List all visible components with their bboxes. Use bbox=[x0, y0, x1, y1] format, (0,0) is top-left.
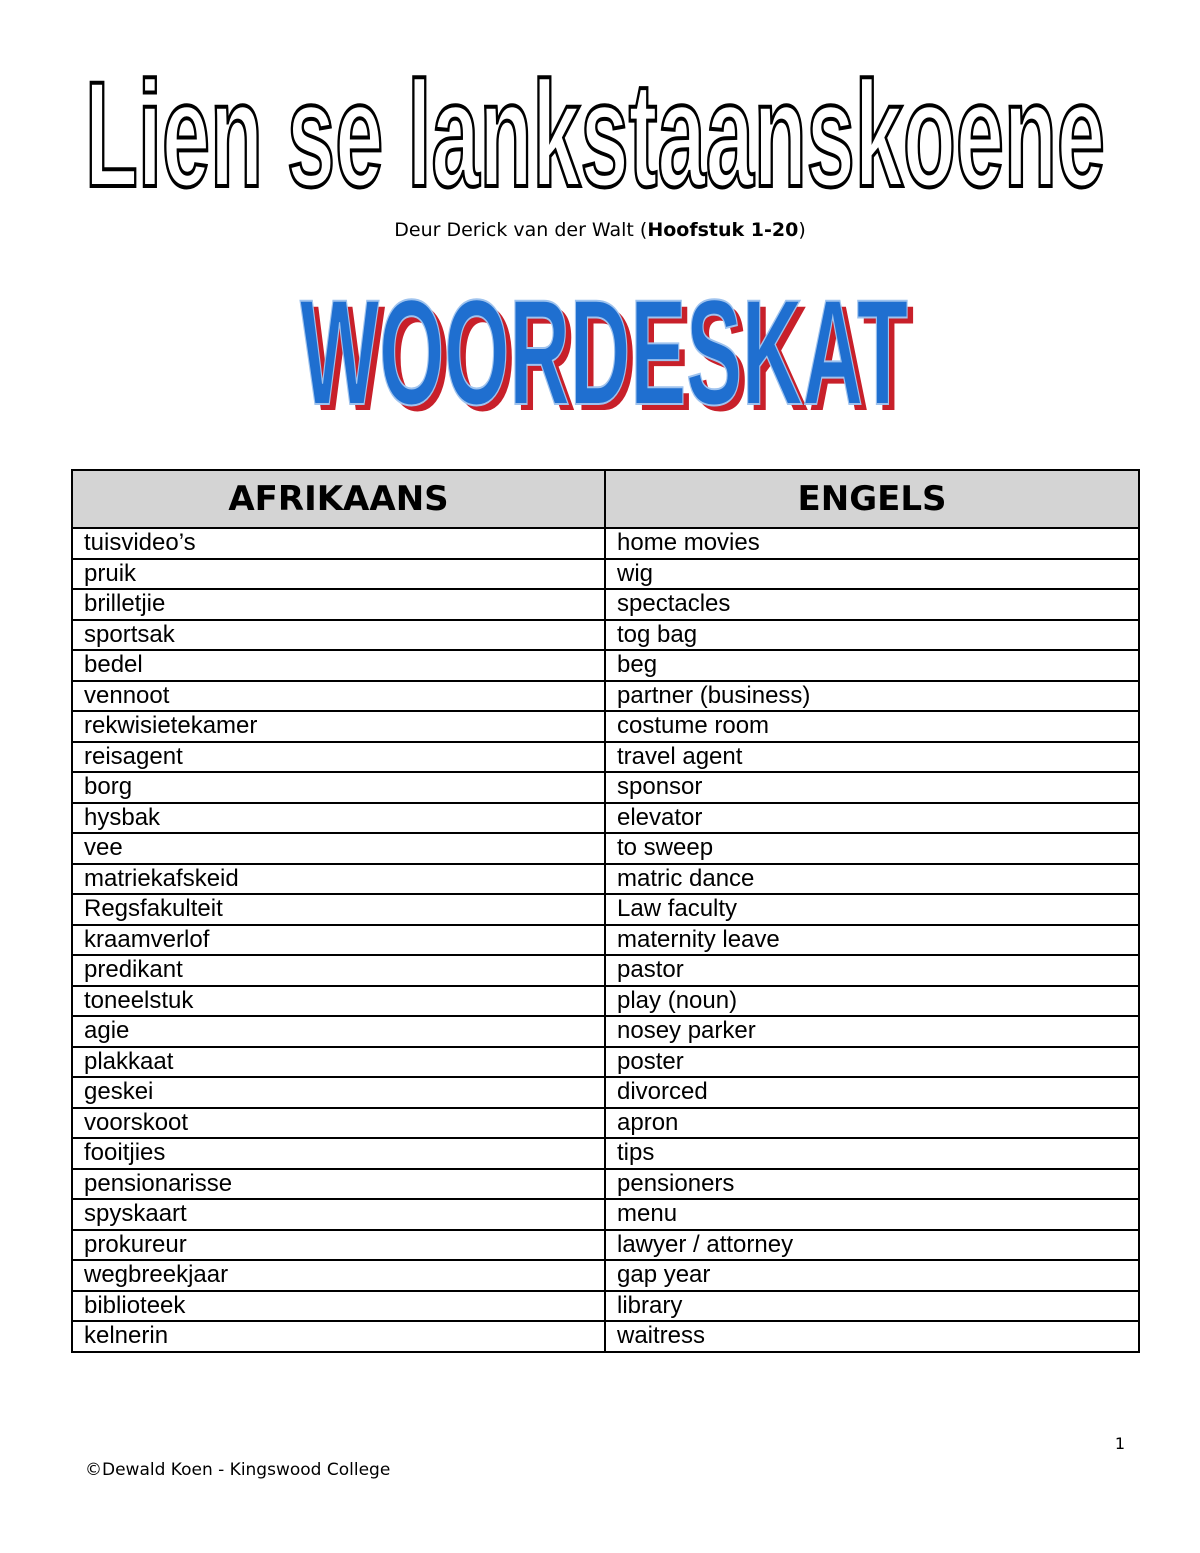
english-word: poster bbox=[605, 1047, 1139, 1078]
table-row bbox=[72, 681, 1139, 712]
table-row bbox=[72, 1321, 1139, 1352]
subtitle-prefix: Deur Derick van der Walt ( bbox=[394, 219, 648, 241]
english-word: beg bbox=[605, 650, 1139, 681]
table-row bbox=[72, 711, 1139, 742]
afrikaans-word: brilletjie bbox=[72, 589, 605, 620]
english-word: costume room bbox=[605, 711, 1139, 742]
table-row bbox=[72, 528, 1139, 559]
table-header-row bbox=[72, 470, 1139, 528]
table-row bbox=[72, 1047, 1139, 1078]
english-word: divorced bbox=[605, 1077, 1139, 1108]
table-row bbox=[72, 955, 1139, 986]
banner-text: WOORDESKAT bbox=[300, 268, 908, 432]
english-word: elevator bbox=[605, 803, 1139, 834]
english-word: menu bbox=[605, 1199, 1139, 1230]
table-row bbox=[72, 803, 1139, 834]
afrikaans-word: hysbak bbox=[72, 803, 605, 834]
english-word: travel agent bbox=[605, 742, 1139, 773]
table-row bbox=[72, 1291, 1139, 1322]
afrikaans-word: kraamverlof bbox=[72, 925, 605, 956]
afrikaans-word: biblioteek bbox=[72, 1291, 605, 1322]
english-word: pensioners bbox=[605, 1169, 1139, 1200]
afrikaans-word: fooitjies bbox=[72, 1138, 605, 1169]
table-row bbox=[72, 589, 1139, 620]
afrikaans-word: bedel bbox=[72, 650, 605, 681]
afrikaans-word: agie bbox=[72, 1016, 605, 1047]
table-row bbox=[72, 620, 1139, 651]
subtitle-chapter: Hoofstuk 1-20 bbox=[647, 219, 799, 241]
table-row bbox=[72, 864, 1139, 895]
woordeskat-banner bbox=[0, 262, 1200, 432]
afrikaans-word: vee bbox=[72, 833, 605, 864]
english-word: lawyer / attorney bbox=[605, 1230, 1139, 1261]
table-row bbox=[72, 1260, 1139, 1291]
afrikaans-word: tuisvideo’s bbox=[72, 528, 605, 559]
table-row bbox=[72, 1108, 1139, 1139]
table-row bbox=[72, 833, 1139, 864]
afrikaans-word: plakkaat bbox=[72, 1047, 605, 1078]
afrikaans-word: pruik bbox=[72, 559, 605, 590]
table-row bbox=[72, 1077, 1139, 1108]
page-title-text: Lien se lankstaanskoene bbox=[85, 50, 1105, 208]
table-row bbox=[72, 1199, 1139, 1230]
english-word: matric dance bbox=[605, 864, 1139, 895]
english-word: play (noun) bbox=[605, 986, 1139, 1017]
english-word: maternity leave bbox=[605, 925, 1139, 956]
english-word: apron bbox=[605, 1108, 1139, 1139]
table-row bbox=[72, 894, 1139, 925]
afrikaans-word: reisagent bbox=[72, 742, 605, 773]
english-word: to sweep bbox=[605, 833, 1139, 864]
footer-credit: ©Dewald Koen - Kingswood College bbox=[85, 1460, 391, 1480]
table-row bbox=[72, 986, 1139, 1017]
table-row bbox=[72, 1169, 1139, 1200]
table-row bbox=[72, 1138, 1139, 1169]
afrikaans-word: rekwisietekamer bbox=[72, 711, 605, 742]
english-word: library bbox=[605, 1291, 1139, 1322]
table-row bbox=[72, 1016, 1139, 1047]
afrikaans-word: geskei bbox=[72, 1077, 605, 1108]
english-word: Law faculty bbox=[605, 894, 1139, 925]
table-row bbox=[72, 925, 1139, 956]
table-row bbox=[72, 772, 1139, 803]
header-engels: ENGELS bbox=[605, 470, 1139, 528]
table-row bbox=[72, 1230, 1139, 1261]
banner-shadow-text: WOORDESKAT bbox=[306, 274, 914, 432]
vocabulary-table bbox=[71, 469, 1140, 1353]
page-number: 1 bbox=[1114, 1434, 1125, 1453]
afrikaans-word: matriekafskeid bbox=[72, 864, 605, 895]
table-row bbox=[72, 742, 1139, 773]
english-word: tog bag bbox=[605, 620, 1139, 651]
afrikaans-word: borg bbox=[72, 772, 605, 803]
english-word: spectacles bbox=[605, 589, 1139, 620]
english-word: pastor bbox=[605, 955, 1139, 986]
afrikaans-word: sportsak bbox=[72, 620, 605, 651]
afrikaans-word: voorskoot bbox=[72, 1108, 605, 1139]
afrikaans-word: toneelstuk bbox=[72, 986, 605, 1017]
english-word: home movies bbox=[605, 528, 1139, 559]
afrikaans-word: prokureur bbox=[72, 1230, 605, 1261]
english-word: wig bbox=[605, 559, 1139, 590]
afrikaans-word: vennoot bbox=[72, 681, 605, 712]
afrikaans-word: Regsfakulteit bbox=[72, 894, 605, 925]
english-word: tips bbox=[605, 1138, 1139, 1169]
english-word: partner (business) bbox=[605, 681, 1139, 712]
subtitle-suffix: ) bbox=[798, 219, 806, 241]
english-word: nosey parker bbox=[605, 1016, 1139, 1047]
afrikaans-word: kelnerin bbox=[72, 1321, 605, 1352]
english-word: sponsor bbox=[605, 772, 1139, 803]
subtitle bbox=[0, 219, 1200, 241]
page-title bbox=[0, 48, 1200, 208]
english-word: gap year bbox=[605, 1260, 1139, 1291]
afrikaans-word: spyskaart bbox=[72, 1199, 605, 1230]
english-word: waitress bbox=[605, 1321, 1139, 1352]
afrikaans-word: wegbreekjaar bbox=[72, 1260, 605, 1291]
table-row bbox=[72, 559, 1139, 590]
afrikaans-word: predikant bbox=[72, 955, 605, 986]
header-afrikaans: AFRIKAANS bbox=[72, 470, 605, 528]
afrikaans-word: pensionarisse bbox=[72, 1169, 605, 1200]
table-row bbox=[72, 650, 1139, 681]
